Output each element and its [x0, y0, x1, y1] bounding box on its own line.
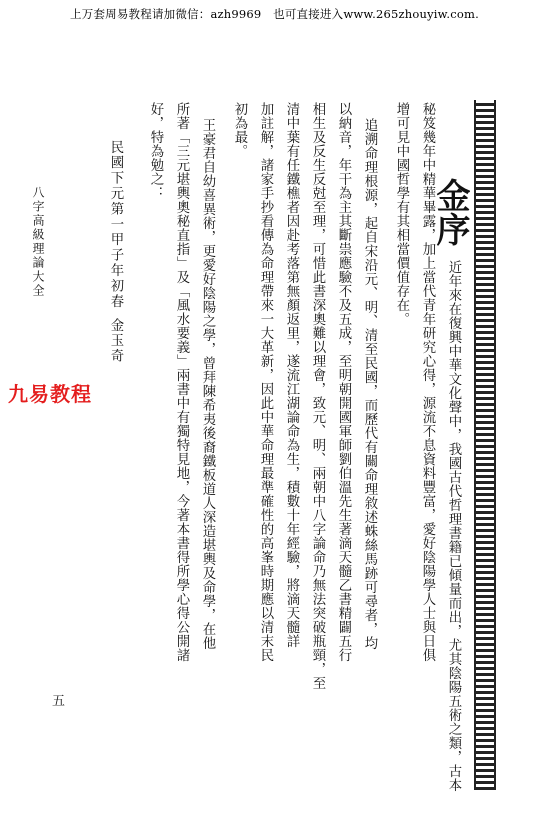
preface-title: 金序	[430, 178, 470, 246]
paragraph-line: 增可見中國哲學有其相當價值存在。	[394, 102, 409, 326]
jiuyi-logo: 九易教程	[8, 382, 92, 406]
watermark-banner: 上万套周易教程请加微信：azh9969 也可直接进入www.265zhouyiw.com.	[70, 7, 479, 21]
paragraph-line: 清中葉有任鐵樵者因赴考落第無顏返里，遂流江湖論命為生，積數十年經驗，將滴天髓詳	[284, 102, 299, 648]
signature-date: 民國下元第一甲子年初春	[108, 140, 123, 310]
paragraph-line: 以納音，年干為主其斷祟應驗不及五成，至明朝開國軍師劉伯溫先生著滴天髓乙書精闢五行	[336, 102, 351, 662]
paragraph-line: 王豪君自幼喜異術，更愛好陰陽之學，曾拜陳希夷後裔鐵板道人深造堪輿及命學，在他	[200, 118, 215, 650]
paragraph-line: 近年來在復興中華文化聲中，我國古代哲理書籍已傾量而出，尤其陰陽五術之類，古本	[446, 260, 461, 792]
decorative-border	[474, 100, 496, 790]
paragraph-line: 好，特為勉之：	[148, 102, 163, 200]
paragraph-line: 秘笈幾年中精華畢露，加上當代青年研究心得，源流不息資料豐富，愛好陰陽學人士與日俱	[420, 102, 435, 662]
page-number: 五	[52, 694, 66, 709]
paragraph-line: 初為最。	[232, 102, 247, 158]
paragraph-line: 所著「三元堪輿奧秘直指」及「風水要義」兩書中有獨特見地，今著本書得所學心得公開諸	[174, 102, 189, 662]
paragraph-line: 追溯命理根源，起自宋沿元、明、清至民國，而歷代有關命理敘述蛛絲馬跡可尋者，均	[362, 118, 377, 650]
paragraph-line: 相生及反生反尅至理，可惜此書深奧難以理會，致元、明、兩朝中八字論命乃無法突破瓶頸，至	[310, 102, 325, 690]
preface-page	[82, 100, 496, 790]
paragraph-line: 加註解，諸家手抄看傳為命理帶來一大革新，因此中華命理最準確性的高峯時期應以清末民	[258, 102, 273, 662]
book-title-sidebar: 八字高級理論大全	[31, 186, 45, 298]
signature-author: 金玉奇	[108, 318, 123, 365]
